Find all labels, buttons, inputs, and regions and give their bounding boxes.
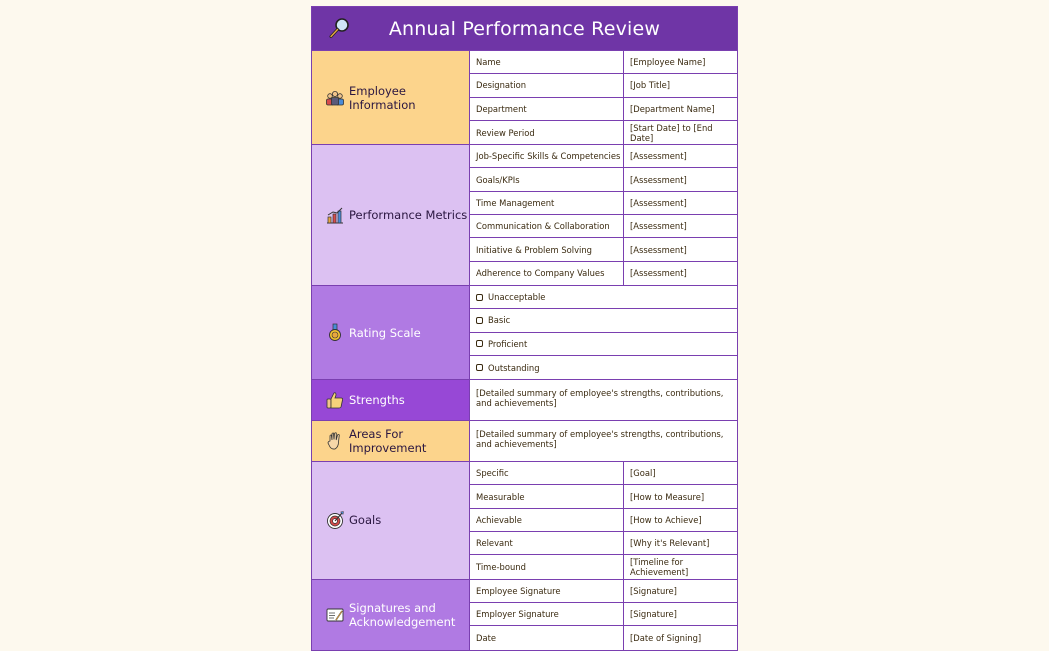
field-value[interactable]: [Assessment] [630, 268, 687, 279]
checkbox[interactable] [476, 294, 483, 301]
table-row [470, 98, 737, 121]
field-value[interactable]: [Job Title] [630, 80, 671, 91]
field-label: Review Period [470, 121, 624, 144]
field-value[interactable]: [Start Date] to [End Date] [630, 122, 713, 143]
field-label: Name [470, 51, 624, 73]
table-row [470, 532, 737, 555]
field-value[interactable]: [Signature] [630, 609, 677, 620]
field-label: Time Management [470, 192, 624, 214]
field-value[interactable]: [Goal] [630, 468, 656, 479]
table-row [470, 509, 737, 532]
field-value[interactable]: [Assessment] [630, 197, 687, 208]
document-icon [325, 605, 345, 625]
table-row [470, 626, 737, 649]
table-row [470, 51, 737, 74]
section-label: Employee Information [349, 83, 416, 112]
field-value[interactable]: [Why it's Relevant] [630, 538, 710, 549]
section-goals [312, 462, 737, 579]
hand-icon [325, 431, 345, 451]
field-label: Communication & Collaboration [470, 215, 624, 237]
field-value[interactable]: [How to Achieve] [630, 514, 702, 525]
table-row [470, 145, 737, 168]
section-rating-scale [312, 286, 737, 380]
improvement-summary[interactable]: [Detailed summary of employee's strengths, contributions, and achievements] [476, 429, 724, 450]
table-row [470, 192, 737, 215]
section-label: Signatures and Acknowledgement [349, 600, 456, 629]
field-value[interactable]: [Assessment] [630, 174, 687, 185]
field-value[interactable]: [How to Measure] [630, 491, 705, 502]
rating-option-label: Unacceptable [488, 292, 546, 303]
table-row [470, 555, 737, 578]
field-label: Adherence to Company Values [470, 262, 624, 285]
rating-option[interactable] [470, 333, 737, 356]
rating-option-label: Basic [488, 315, 511, 326]
field-label: Department [470, 98, 624, 120]
rating-option-label: Outstanding [488, 362, 540, 373]
medal-icon [325, 323, 345, 343]
thumbs-up-icon [325, 390, 345, 410]
section-label: Rating Scale [349, 325, 421, 340]
target-icon [325, 510, 345, 530]
section-performance-metrics [312, 145, 737, 286]
section-areas-for-improvement [312, 421, 737, 462]
table-row [470, 603, 737, 626]
section-label: Strengths [349, 393, 405, 408]
title-bar [312, 7, 737, 51]
field-value[interactable]: [Assessment] [630, 221, 687, 232]
field-value[interactable]: [Department Name] [630, 103, 715, 114]
section-strengths [312, 380, 737, 421]
field-label: Date [470, 626, 624, 649]
section-label: Areas For Improvement [349, 427, 427, 456]
rating-option[interactable] [470, 309, 737, 332]
field-label: Job-Specific Skills & Competencies [470, 145, 624, 167]
checkbox[interactable] [476, 340, 483, 347]
field-value[interactable]: [Timeline for Achievement] [630, 556, 689, 577]
rating-option[interactable] [470, 286, 737, 309]
field-value[interactable]: [Date of Signing] [630, 632, 702, 643]
field-label: Goals/KPIs [470, 168, 624, 190]
page-title: Annual Performance Review [388, 17, 661, 40]
checkbox[interactable] [476, 317, 483, 324]
field-label: Employer Signature [470, 603, 624, 625]
rating-option[interactable] [470, 356, 737, 379]
rating-option-label: Proficient [488, 338, 528, 349]
field-label: Initiative & Problem Solving [470, 238, 624, 260]
table-row [470, 462, 737, 485]
magnifier-icon [328, 16, 352, 40]
table-row [470, 121, 737, 144]
table-row [470, 238, 737, 261]
table-row [470, 262, 737, 285]
bar-chart-icon [325, 205, 345, 225]
field-label: Achievable [470, 509, 624, 531]
field-value[interactable]: [Employee Name] [630, 57, 706, 68]
checkbox[interactable] [476, 364, 483, 371]
table-row [470, 215, 737, 238]
field-label: Designation [470, 74, 624, 96]
field-value[interactable]: [Assessment] [630, 151, 687, 162]
people-icon [325, 88, 345, 108]
table-row [470, 580, 737, 603]
field-label: Measurable [470, 485, 624, 507]
table-row [470, 74, 737, 97]
field-label: Employee Signature [470, 580, 624, 602]
field-label: Time-bound [470, 555, 624, 578]
section-signatures [312, 580, 737, 650]
field-label: Relevant [470, 532, 624, 554]
table-row [470, 168, 737, 191]
section-employee-information [312, 51, 737, 145]
section-label: Goals [349, 513, 382, 528]
field-value[interactable]: [Signature] [630, 585, 677, 596]
field-label: Specific [470, 462, 624, 484]
section-label: Performance Metrics [349, 208, 468, 223]
table-row [470, 485, 737, 508]
strengths-summary[interactable]: [Detailed summary of employee's strengths, contributions, and achievements] [476, 388, 724, 409]
review-form [311, 6, 738, 651]
field-value[interactable]: [Assessment] [630, 244, 687, 255]
